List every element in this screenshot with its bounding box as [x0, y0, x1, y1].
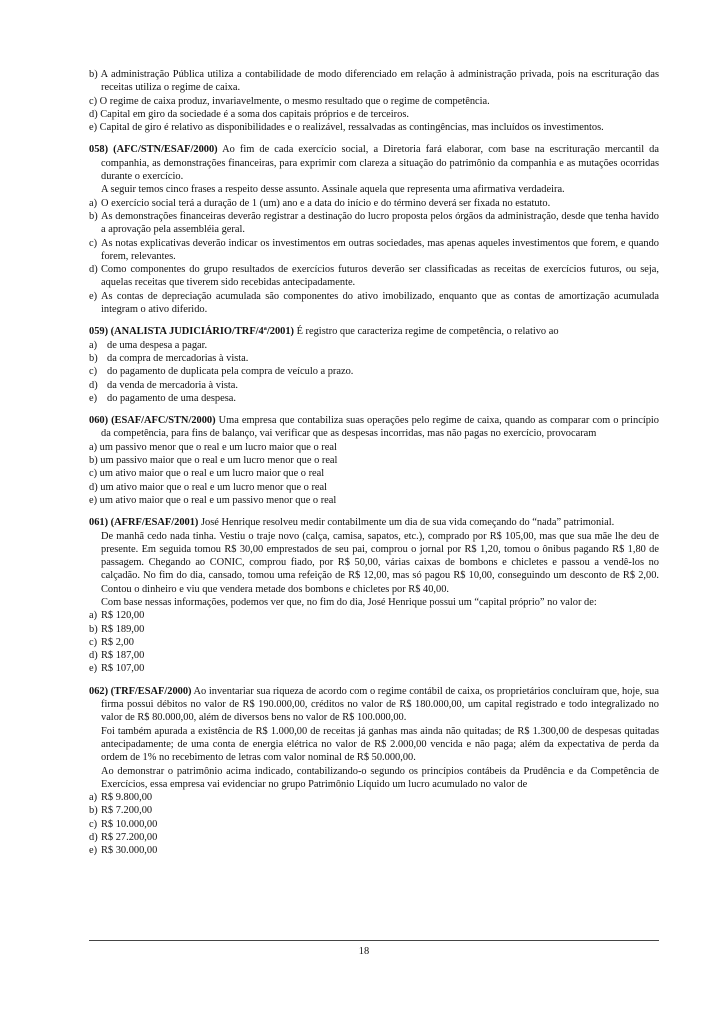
option-letter: b) [89, 623, 98, 635]
option-text: R$ 107,00 [101, 663, 145, 675]
option-d: d) Capital em giro da sociedade é a soma dos capitais próprios e de terceiros. [89, 108, 409, 120]
option-text: O exercício social terá a duração de 1 (um) ano e a data do início e do término deverá ser fixada no estatuto. [101, 197, 551, 209]
options-list [89, 609, 659, 675]
option-letter: c) [89, 818, 98, 830]
answer-option [89, 339, 659, 352]
question-number: 060) [89, 415, 109, 427]
option-letter: d) [89, 650, 98, 662]
option-e: e) Capital de giro é relativo as disponibilidades e o realizável, ressalvadas as contingências, mas incluídos os investimentos. [89, 122, 604, 134]
question-059 [89, 325, 659, 405]
option-text: Como componentes do grupo resultados de exercícios futuros deverão ser classificadas as receitas de exercícios futuros, ou seja, aquelas receitas que tiverem sido recebidas antecipadamente. [101, 264, 659, 289]
answer-option [89, 210, 659, 237]
option-letter: b) [89, 210, 98, 222]
option-letter: a) [89, 792, 98, 804]
question-number: 062) [89, 685, 109, 697]
question-prompt: Com base nessas informações, podemos ver que, no fim do dia, José Henrique possui um “capital próprio” no valor de: [101, 596, 597, 608]
question-number: 061) [89, 517, 109, 529]
answer-option: d) um ativo maior que o real e um lucro menor que o real [89, 481, 328, 493]
answer-option [89, 379, 659, 392]
answer-option: a) um passivo menor que o real e um lucro maior que o real [89, 441, 337, 453]
question-instruction: A seguir temos cinco frases a respeito desse assunto. Assinale aquela que representa uma afirmativa verdadeira. [101, 184, 565, 196]
option-text: R$ 30.000,00 [101, 845, 158, 857]
option-text: R$ 7.200,00 [101, 805, 153, 817]
options-list [89, 441, 659, 507]
option-letter: c) [89, 237, 98, 249]
option-letter: c) [89, 636, 98, 648]
option-text: As demonstrações financeiras deverão registrar a destinação do lucro proposta pelos órgãos da administração, desde que tenha havido a aprovação pela assembléia geral. [101, 210, 659, 236]
option-letter: a) [89, 610, 98, 622]
answer-option: b) um passivo maior que o real e um lucro menor que o real [89, 455, 338, 467]
option-text: As contas de depreciação acumulada são componentes do ativo imobilizado, enquanto que as contas de amortização acumulada integram o ativo diferido. [101, 290, 659, 316]
option-c: c) O regime de caixa produz, invariavelmente, o mesmo resultado que o regime de competência. [89, 95, 490, 107]
option-text: R$ 189,00 [101, 623, 145, 635]
answer-option [89, 392, 659, 405]
answer-option [89, 352, 659, 365]
answer-option [89, 623, 659, 636]
option-letter: a) [89, 197, 98, 209]
option-letter: b) [89, 352, 98, 364]
option-letter: c) [89, 366, 98, 378]
question-text: Ao inventariar sua riqueza de acordo com o regime contábil de caixa, os proprietários concluíram que, hoje, sua firma possui débitos no valor de R$ 190.000,00, créditos no valor de R$ 180.000,00, um capital registrado e todo integralizado no valor de R$ 80.000,00, além de diversos bens no valor de R$ 100.000,00. [101, 685, 659, 724]
footer-divider [89, 940, 659, 941]
question-stem [89, 516, 659, 529]
option-text: de uma despesa a pagar. [107, 339, 208, 351]
option-text: As notas explicativas deverão indicar os investimentos em outras sociedades, mas apenas aqueles investimentos que forem, e quando forem, relevantes. [101, 237, 659, 262]
question-number: 059) [89, 326, 109, 338]
answer-option [89, 818, 659, 831]
answer-option [89, 365, 659, 378]
answer-option: c) um ativo maior que o real e um lucro maior que o real [89, 468, 325, 480]
option-text: da venda de mercadoria à vista. [107, 379, 238, 391]
option-letter: d) [89, 379, 98, 391]
question-stem [89, 414, 659, 441]
option-letter: b) [89, 805, 98, 817]
question-text: É registro que caracteriza regime de competência, o relativo ao [294, 326, 559, 338]
answer-option [89, 263, 659, 290]
option-letter: e) [89, 392, 98, 404]
answer-option [89, 609, 659, 622]
question-060 [89, 414, 659, 507]
question-stem [89, 685, 659, 725]
question-stem [89, 325, 659, 338]
question-text: José Henrique resolveu medir contabilmente um dia de sua vida começando do “nada” patrimonial. [198, 517, 615, 529]
options-list [89, 791, 659, 857]
question-stem [89, 143, 659, 183]
question-source: (ANALISTA JUDICIÁRIO/TRF/4ª/2001) [110, 326, 294, 338]
answer-option [89, 197, 659, 210]
answer-option [89, 844, 659, 857]
answer-option [89, 636, 659, 649]
option-text: do pagamento de duplicata pela compra de veículo a prazo. [107, 366, 354, 378]
page-number: 18 [358, 946, 370, 957]
option-b: b) A administração Pública utiliza a contabilidade de modo diferenciado em relação à administração privada, pois na escrituração das receitas utiliza o regime de caixa. [89, 69, 659, 94]
answer-option [89, 290, 659, 317]
question-text: Ao fim de cada exercício social, a Diretoria fará elaborar, com base na escrituração mercantil da companhia, as demonstrações financeiras, para exprimir com clareza a situação do patrimônio da companhia e as mutações ocorridas durante o exercício. [101, 144, 659, 183]
answer-option: e) um ativo maior que o real e um passivo menor que o real [89, 494, 337, 506]
question-number: 058) [89, 144, 109, 156]
option-letter: a) [89, 339, 98, 351]
answer-option [89, 237, 659, 264]
question-paragraph: De manhã cedo nada tinha. Vestiu o traje novo (calça, camisa, sapatos, etc.), comprado por R$ 105,00, mas que sua mãe lhe deu de presente. Em seguida tomou R$ 30,00 emprestados de seu pai, comprou o jornal por R$ 1,20, tomou o ônibus pagando R$ 1,80 de passagem. Chegando ao CONIC, comprou fiado, por R$ 50,00, várias caixas de bombons e chicletes e passou a vendê-los no calçadão. No fim do dia, cansado, tomou uma refeição de R$ 12,00, mas só pagou R$ 10,00, conseguindo um desconto de R$ 2,00. Contou o dinheiro e viu que vendera metade dos bombons e chicletes por R$ 40,00. [101, 530, 659, 595]
option-text: da compra de mercadorias à vista. [107, 352, 249, 364]
question-source: (ESAF/AFC/STN/2000) [111, 415, 216, 427]
option-text: R$ 187,00 [101, 650, 145, 662]
options-list [89, 197, 659, 317]
answer-option [89, 804, 659, 817]
options-list [89, 339, 659, 405]
question-paragraph: Foi também apurada a existência de R$ 1.000,00 de receitas já ganhas mas ainda não quitadas; de R$ 1.300,00 de despesas quitadas antecipadamente; de uma conta de energia elétrica no valor de R$ 2.000,00 vencida e não paga; além da expectativa de perda da ordem de 1% no recebimento de letras com valor nominal de R$ 50.000,00. [101, 725, 659, 764]
answer-option [89, 791, 659, 804]
previous-question-options [89, 68, 659, 134]
question-061 [89, 516, 659, 676]
option-letter: e) [89, 845, 98, 857]
option-text: R$ 10.000,00 [101, 818, 158, 830]
answer-option [89, 831, 659, 844]
question-058 [89, 143, 659, 316]
question-source: (AFRF/ESAF/2001) [110, 517, 199, 529]
option-letter: e) [89, 290, 98, 302]
question-text: Uma empresa que contabiliza suas operações pelo regime de caixa, quando as comparar com o princípio da competência, para fins de balanço, vai verificar que as despesas incorridas, mas não pagas no exercício, provocaram [101, 415, 659, 440]
question-source: (TRF/ESAF/2000) [110, 685, 192, 697]
option-letter: d) [89, 264, 98, 276]
option-text: R$ 2,00 [101, 636, 134, 648]
document-page [89, 68, 659, 858]
option-letter: d) [89, 832, 98, 844]
question-source: (AFC/STN/ESAF/2000) [113, 144, 218, 156]
answer-option [89, 662, 659, 675]
option-text: R$ 27.200,00 [101, 832, 158, 844]
answer-option [89, 649, 659, 662]
option-text: do pagamento de uma despesa. [107, 392, 236, 404]
option-text: R$ 120,00 [101, 610, 145, 622]
question-prompt: Ao demonstrar o patrimônio acima indicado, contabilizando-o segundo os princípios contábeis da Prudência e da Competência de Exercícios, essa empresa vai evidenciar no grupo Patrimônio Líquido um lucro acumulado no valor de [101, 765, 659, 790]
option-text: R$ 9.800,00 [101, 792, 153, 804]
question-062 [89, 685, 659, 858]
option-letter: e) [89, 663, 98, 675]
